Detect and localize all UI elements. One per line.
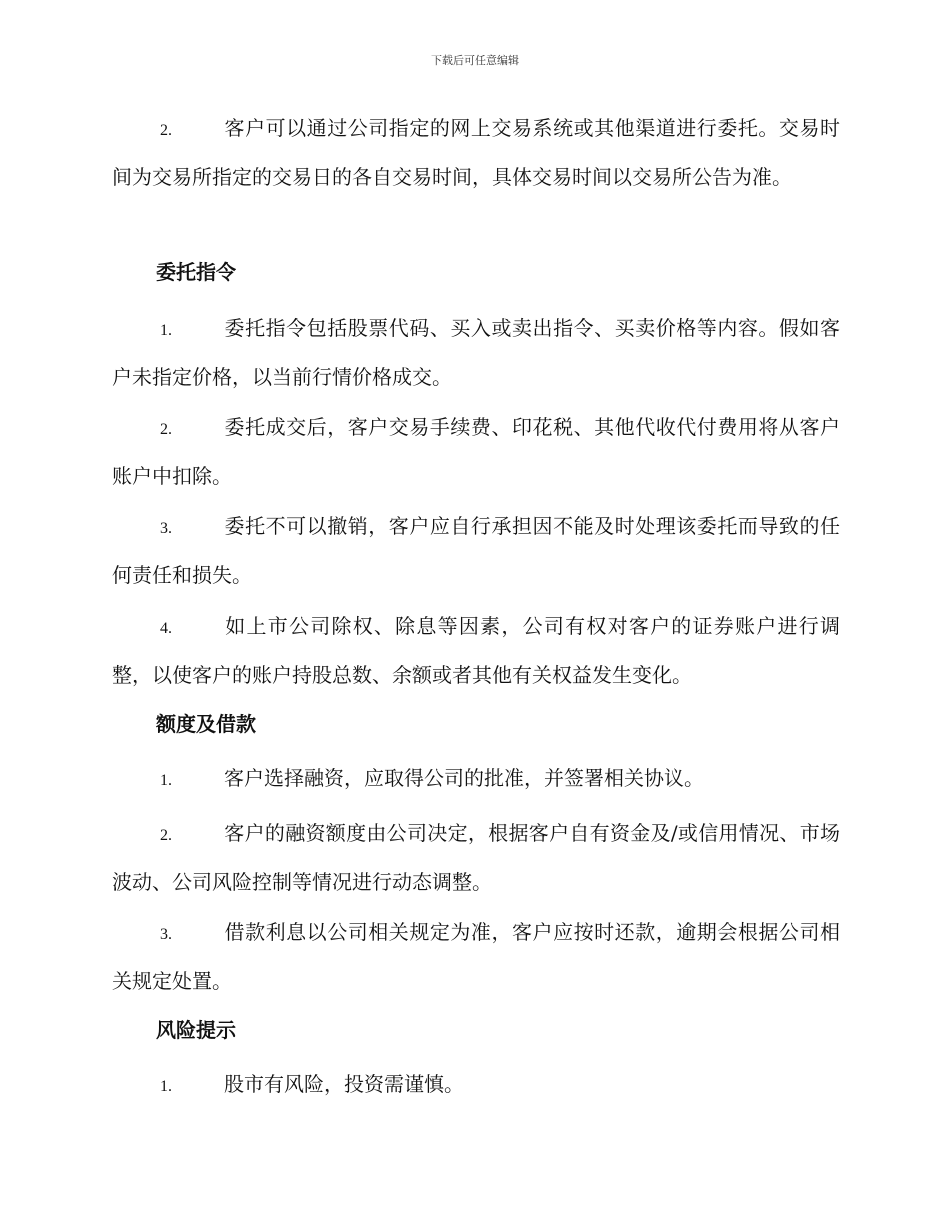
list-item	[112, 1061, 840, 1110]
item-number: 2.	[160, 122, 172, 139]
item-text: 借款利息以公司相关规定为准，客户应按时还款，逾期会根据公司相关规定处置。	[112, 920, 840, 993]
item-text: 委托成交后，客户交易手续费、印花税、其他代收代付费用将从客户账户中扣除。	[112, 415, 840, 488]
list-item	[112, 305, 840, 400]
item-number: 1.	[160, 772, 172, 789]
item-text: 客户可以通过公司指定的网上交易系统或其他渠道进行委托。交易时间为交易所指定的交易日的各自交易时间，具体交易时间以交易所公告为准。	[112, 116, 840, 189]
item-number: 3.	[160, 520, 172, 537]
list-item	[112, 755, 840, 804]
section-heading-entrust: 委托指令	[156, 260, 236, 284]
item-number: 4.	[160, 620, 172, 637]
item-text: 客户的融资额度由公司决定，根据客户自有资金及/或信用情况、市场波动、公司风险控制等情况进行动态调整。	[112, 821, 840, 894]
list-item	[112, 404, 840, 499]
list-item	[112, 810, 840, 905]
item-number: 2.	[160, 827, 172, 844]
section-heading-credit: 额度及借款	[156, 712, 256, 736]
page-header: 下载后可任意编辑	[431, 54, 519, 67]
item-text: 股市有风险，投资需谨慎。	[224, 1072, 464, 1096]
item-number: 1.	[160, 1078, 172, 1095]
item-text: 委托指令包括股票代码、买入或卖出指令、买卖价格等内容。假如客户未指定价格，以当前行情价格成交。	[112, 316, 840, 389]
item-number: 3.	[160, 926, 172, 943]
item-text: 委托不可以撤销，客户应自行承担因不能及时处理该委托而导致的任何责任和损失。	[112, 514, 840, 587]
item-number: 1.	[160, 322, 172, 339]
list-item	[112, 105, 840, 200]
item-text: 如上市公司除权、除息等因素，公司有权对客户的证券账户进行调整，以使客户的账户持股总数、余额或者其他有关权益发生变化。	[112, 614, 840, 687]
item-number: 2.	[160, 421, 172, 438]
list-item	[112, 603, 840, 698]
item-text: 客户选择融资，应取得公司的批准，并签署相关协议。	[224, 766, 704, 790]
list-item	[112, 909, 840, 1004]
list-item	[112, 503, 840, 598]
section-heading-risk: 风险提示	[156, 1018, 236, 1042]
